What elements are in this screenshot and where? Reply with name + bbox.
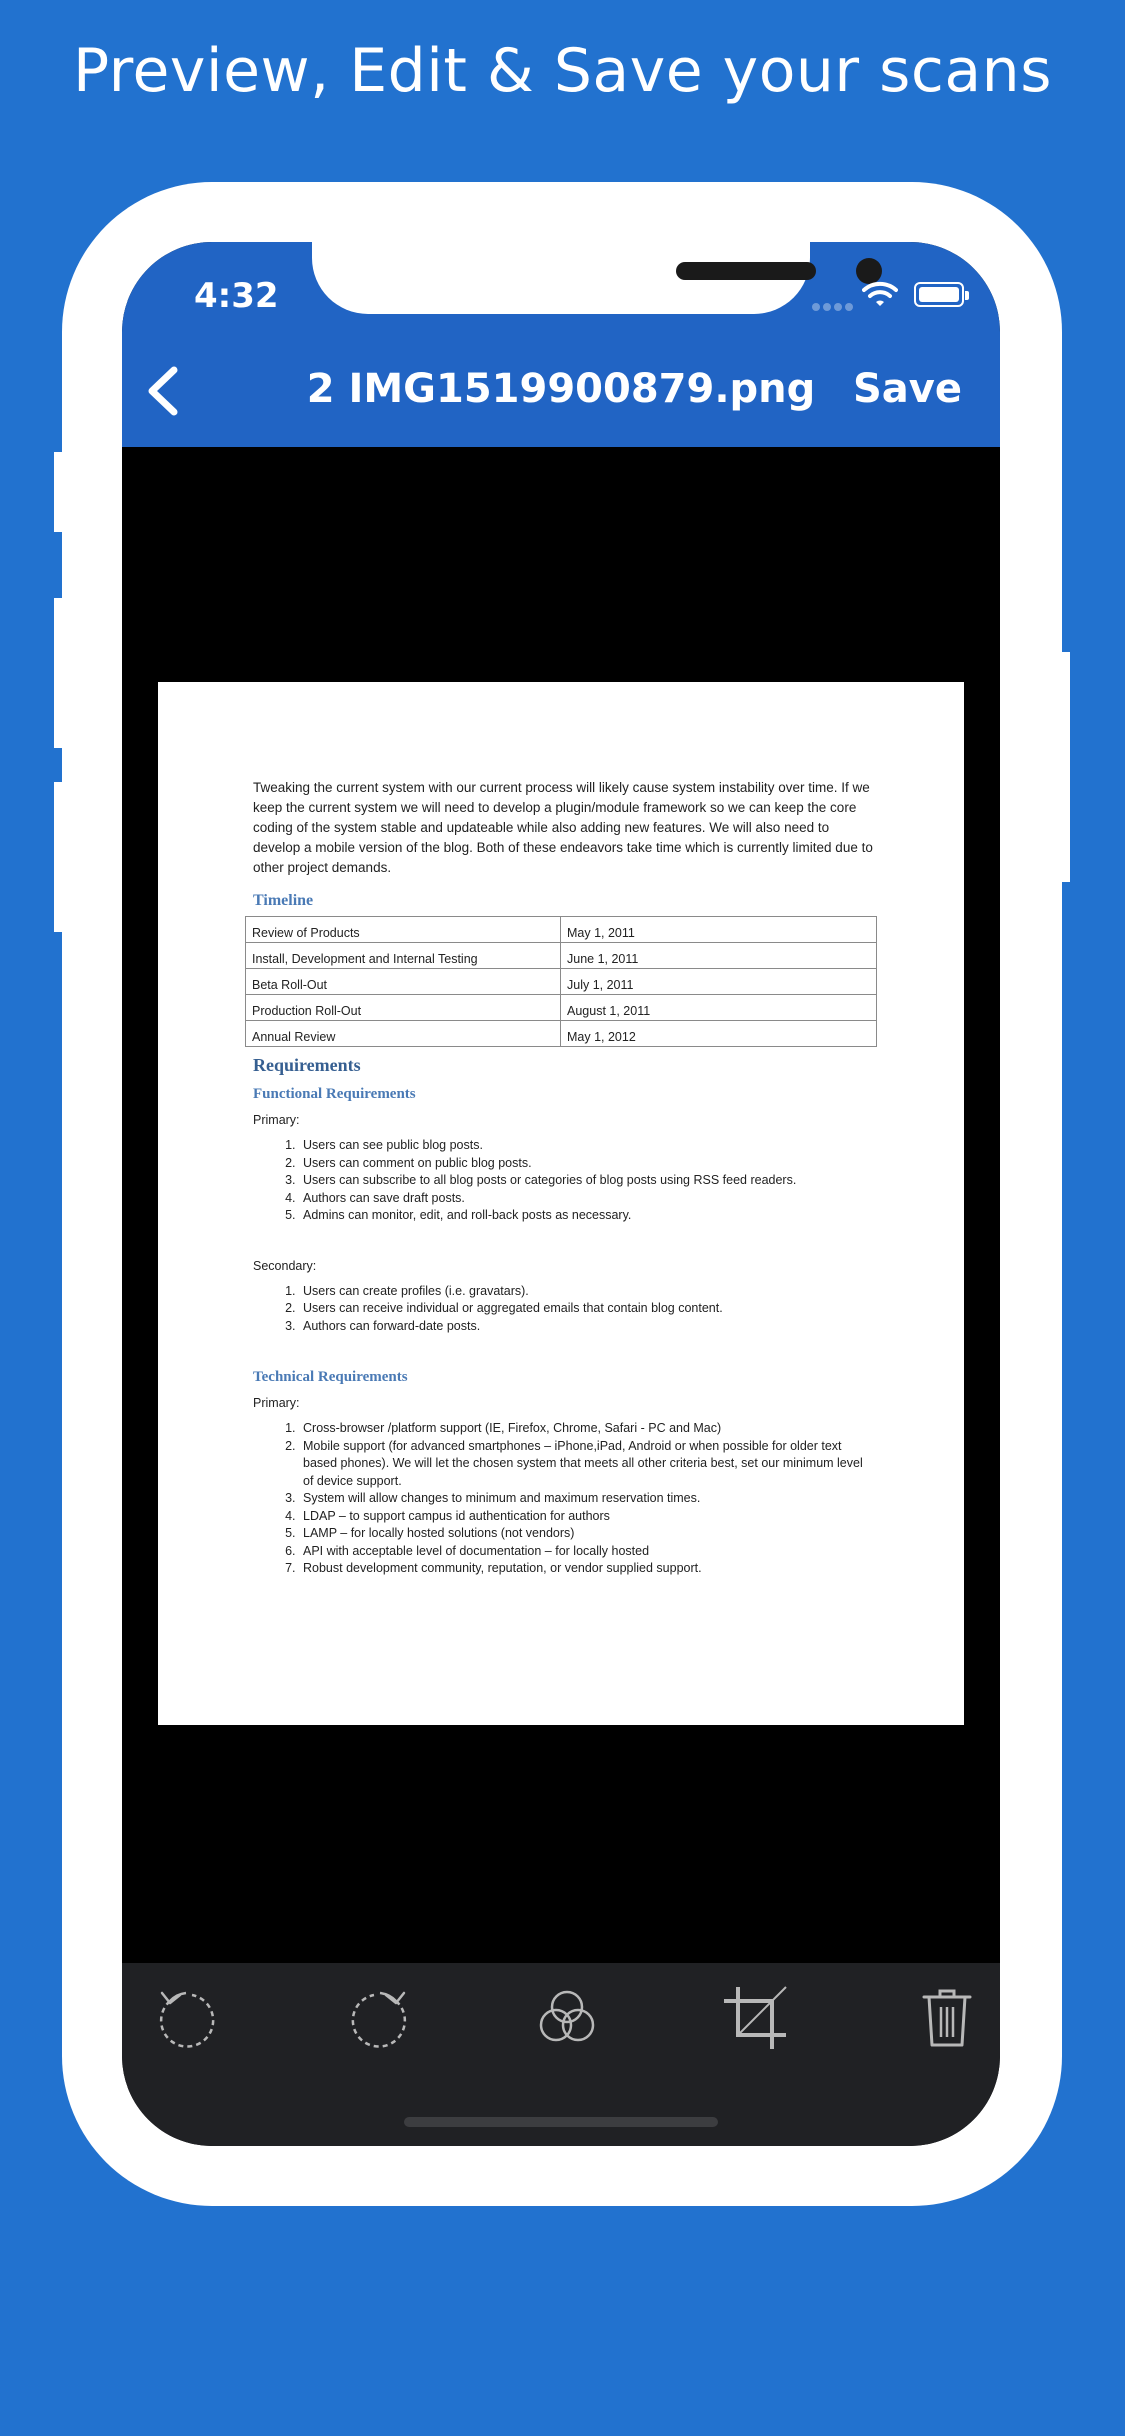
notch <box>312 242 810 314</box>
table-row: Review of Products May 1, 2011 <box>246 917 877 943</box>
list-item: 2. Users can comment on public blog posts. <box>299 1155 873 1173</box>
home-indicator <box>404 2117 718 2127</box>
technical-primary-list <box>253 1420 873 1578</box>
list-item: 4. LDAP – to support campus id authentication for authors <box>299 1508 873 1526</box>
functional-secondary-list <box>253 1283 873 1336</box>
list-item: 4. Authors can save draft posts. <box>299 1190 873 1208</box>
timeline-table <box>245 916 877 1047</box>
document-intro: Tweaking the current system with our current process will likely cause system instability over time. If we keep the current system we will need to develop a plugin/module framework so we can keep the core coding of the system stable and updateable while also adding new features. We will also need to develop a mobile version of the blog. Both of these endeavors take time which is currently limited due to other project demands. <box>253 780 873 875</box>
timeline-heading: Timeline <box>253 892 314 909</box>
table-row: Annual Review May 1, 2012 <box>246 1021 877 1047</box>
rotate-left-icon <box>152 1983 222 2053</box>
list-item: 5. LAMP – for locally hosted solutions (not vendors) <box>299 1525 873 1543</box>
wifi-icon <box>862 280 898 313</box>
trash-icon <box>912 1983 982 2053</box>
filter-icon <box>532 1983 602 2053</box>
battery-icon <box>914 282 964 307</box>
rotate-right-icon <box>344 1983 414 2053</box>
status-time: 4:32 <box>194 276 279 316</box>
table-row: Beta Roll-Out July 1, 2011 <box>246 969 877 995</box>
list-item: 3. System will allow changes to minimum and maximum reservation times. <box>299 1490 873 1508</box>
filter-button[interactable] <box>532 1983 602 2053</box>
functional-primary-list <box>253 1137 873 1225</box>
list-item: 2. Mobile support (for advanced smartphones – iPhone,iPad, Android or when possible for older text based phones). We will let the chosen system that meets all other criteria best, set our minimum level of device support. <box>299 1438 873 1491</box>
functional-requirements-heading: Functional Requirements <box>253 1086 416 1102</box>
edit-toolbar <box>122 1963 1000 2146</box>
phone-screen <box>122 242 1000 2146</box>
save-button[interactable]: Save <box>852 366 962 412</box>
technical-requirements-heading: Technical Requirements <box>253 1369 408 1385</box>
list-item: 2. Users can receive individual or aggregated emails that contain blog content. <box>299 1300 873 1318</box>
list-item: 6. API with acceptable level of documentation – for locally hosted <box>299 1543 873 1561</box>
primary-label: Primary: <box>253 1113 300 1127</box>
list-item: 1. Users can create profiles (i.e. gravatars). <box>299 1283 873 1301</box>
list-item: 3. Users can subscribe to all blog posts or categories of blog posts using RSS feed readers. <box>299 1172 873 1190</box>
list-item: 1. Cross-browser /platform support (IE, Firefox, Chrome, Safari - PC and Mac) <box>299 1420 873 1438</box>
cellular-signal-icon <box>812 298 856 316</box>
rotate-right-button[interactable] <box>344 1983 414 2053</box>
table-row: Install, Development and Internal Testing June 1, 2011 <box>246 943 877 969</box>
scanned-document-preview <box>158 682 964 1725</box>
requirements-heading: Requirements <box>253 1055 361 1075</box>
crop-button[interactable] <box>720 1983 790 2053</box>
navigation-bar <box>122 242 1000 447</box>
list-item: 1. Users can see public blog posts. <box>299 1137 873 1155</box>
rotate-left-button[interactable] <box>152 1983 222 2053</box>
table-row: Production Roll-Out August 1, 2011 <box>246 995 877 1021</box>
speaker <box>676 262 816 280</box>
list-item: 7. Robust development community, reputation, or vendor supplied support. <box>299 1560 873 1578</box>
list-item: 3. Authors can forward-date posts. <box>299 1318 873 1336</box>
promo-headline: Preview, Edit & Save your scans <box>73 36 1052 106</box>
file-title: 2 IMG1519900879.png <box>306 366 816 412</box>
delete-button[interactable] <box>912 1983 982 2053</box>
technical-primary-label: Primary: <box>253 1396 300 1410</box>
crop-icon <box>720 1983 790 2053</box>
list-item: 5. Admins can monitor, edit, and roll-back posts as necessary. <box>299 1207 873 1225</box>
secondary-label: Secondary: <box>253 1258 317 1273</box>
